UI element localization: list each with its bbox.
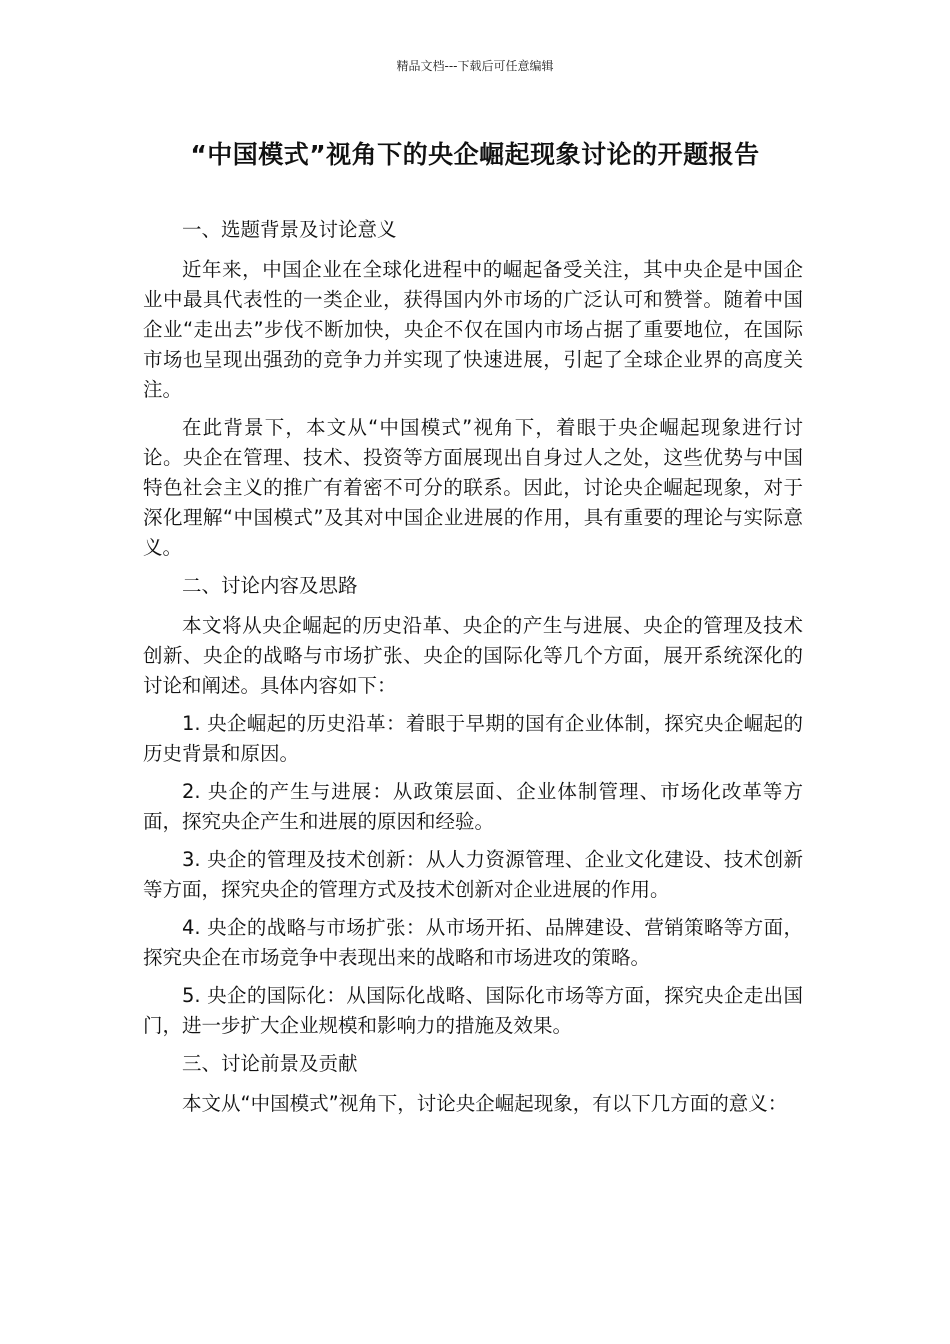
paragraph: 在此背景下，本文从“中国模式”视角下，着眼于央企崛起现象进行讨论。央企在管理、技术、投资等方面展现出自身过人之处，这些优势与中国特色社会主义的推广有着密不可分的联系。因此，讨论央企崛起现象，对于深化理解“中国模式”及其对中国企业进展的作用，具有重要的理论与实际意义。 xyxy=(143,416,803,559)
list-item: 4. 央企的战略与市场扩张：从市场开拓、品牌建设、营销策略等方面，探究央企在市场竞争中表现出来的战略和市场进攻的策略。 xyxy=(143,916,803,969)
list-item: 5. 央企的国际化：从国际化战略、国际化市场等方面，探究央企走出国门，进一步扩大企业规模和影响力的措施及效果。 xyxy=(143,984,803,1037)
list-item: 2. 央企的产生与进展：从政策层面、企业体制管理、市场化改革等方面，探究央企产生和进展的原因和经验。 xyxy=(143,780,803,833)
paragraph: 本文从“中国模式”视角下，讨论央企崛起现象，有以下几方面的意义： xyxy=(182,1092,788,1115)
list-item: 1. 央企崛起的历史沿革：着眼于早期的国有企业体制，探究央企崛起的历史背景和原因。 xyxy=(143,712,803,765)
section-heading-1: 一、选题背景及讨论意义 xyxy=(182,218,397,241)
paragraph: 本文将从央企崛起的历史沿革、央企的产生与进展、央企的管理及技术创新、央企的战略与市场扩张、央企的国际化等几个方面，展开系统深化的讨论和阐述。具体内容如下： xyxy=(143,614,803,697)
paragraph: 近年来，中国企业在全球化进程中的崛起备受关注，其中央企是中国企业中最具代表性的一类企业，获得国内外市场的广泛认可和赞誉。随着中国企业“走出去”步伐不断加快，央企不仅在国内市场占据了重要地位，在国际市场也呈现出强劲的竞争力并实现了快速进展，引起了全球企业界的高度关注。 xyxy=(143,258,803,401)
section-heading-2: 二、讨论内容及思路 xyxy=(182,574,358,597)
header-note: 精品文档---下载后可任意编辑 xyxy=(396,59,554,73)
document-title: “中国模式”视角下的央企崛起现象讨论的开题报告 xyxy=(190,140,760,169)
section-heading-3: 三、讨论前景及贡献 xyxy=(182,1052,358,1075)
document-body xyxy=(143,215,803,1127)
list-item: 3. 央企的管理及技术创新：从人力资源管理、企业文化建设、技术创新等方面，探究央企的管理方式及技术创新对企业进展的作用。 xyxy=(143,848,803,901)
